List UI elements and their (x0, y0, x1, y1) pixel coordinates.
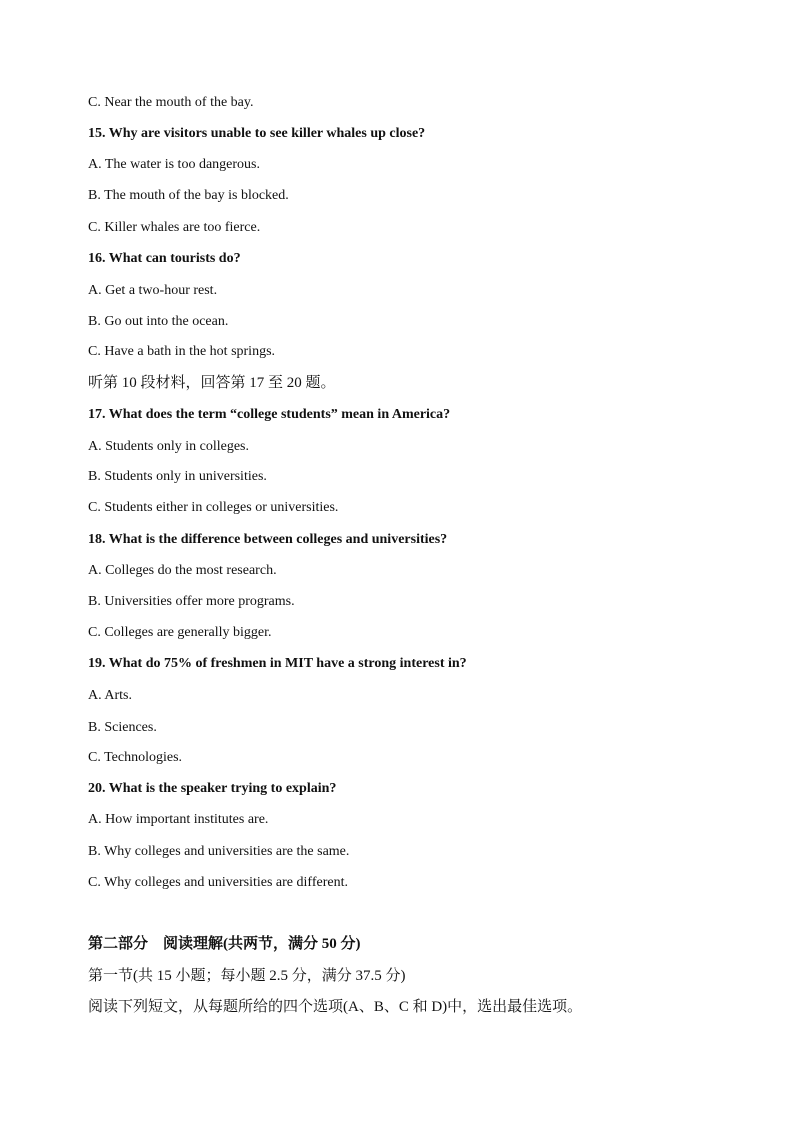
option-16a: A. Get a two-hour rest. (88, 283, 218, 298)
option-19c: C. Technologies. (88, 750, 183, 765)
option-20c: C. Why colleges and universities are different. (88, 875, 348, 890)
option-17b: B. Students only in universities. (88, 469, 267, 484)
option-14c: C. Near the mouth of the bay. (88, 95, 254, 110)
option-15b: B. The mouth of the bay is blocked. (88, 188, 289, 203)
option-19b: B. Sciences. (88, 720, 157, 735)
option-20a: A. How important institutes are. (88, 812, 269, 827)
part-two-heading: 第二部分 阅读理解(共两节，满分 50 分) (88, 936, 361, 952)
reading-instruction: 阅读下列短文，从每题所给的四个选项(A、B、C 和 D)中，选出最佳选项。 (88, 999, 583, 1015)
option-19a: A. Arts. (88, 688, 132, 703)
question-18: 18. What is the difference between colleges and universities? (88, 532, 448, 547)
question-19: 19. What do 75% of freshmen in MIT have a strong interest in? (88, 656, 467, 671)
option-16c: C. Have a bath in the hot springs. (88, 344, 276, 359)
question-17: 17. What does the term “college students” mean in America? (88, 407, 451, 422)
option-17a: A. Students only in colleges. (88, 439, 249, 454)
option-16b: B. Go out into the ocean. (88, 314, 229, 329)
section-instruction-10: 听第 10 段材料，回答第 17 至 20 题。 (88, 375, 336, 391)
option-18b: B. Universities offer more programs. (88, 594, 295, 609)
option-20b: B. Why colleges and universities are the same. (88, 844, 350, 859)
section-one-heading: 第一节(共 15 小题；每小题 2.5 分，满分 37.5 分) (88, 968, 406, 984)
option-15a: A. The water is too dangerous. (88, 157, 260, 172)
option-17c: C. Students either in colleges or universities. (88, 500, 339, 515)
option-15c: C. Killer whales are too fierce. (88, 220, 261, 235)
question-16: 16. What can tourists do? (88, 251, 241, 266)
question-20: 20. What is the speaker trying to explain? (88, 781, 337, 796)
option-18a: A. Colleges do the most research. (88, 563, 277, 578)
option-18c: C. Colleges are generally bigger. (88, 625, 272, 640)
question-15: 15. Why are visitors unable to see killer whales up close? (88, 126, 426, 141)
